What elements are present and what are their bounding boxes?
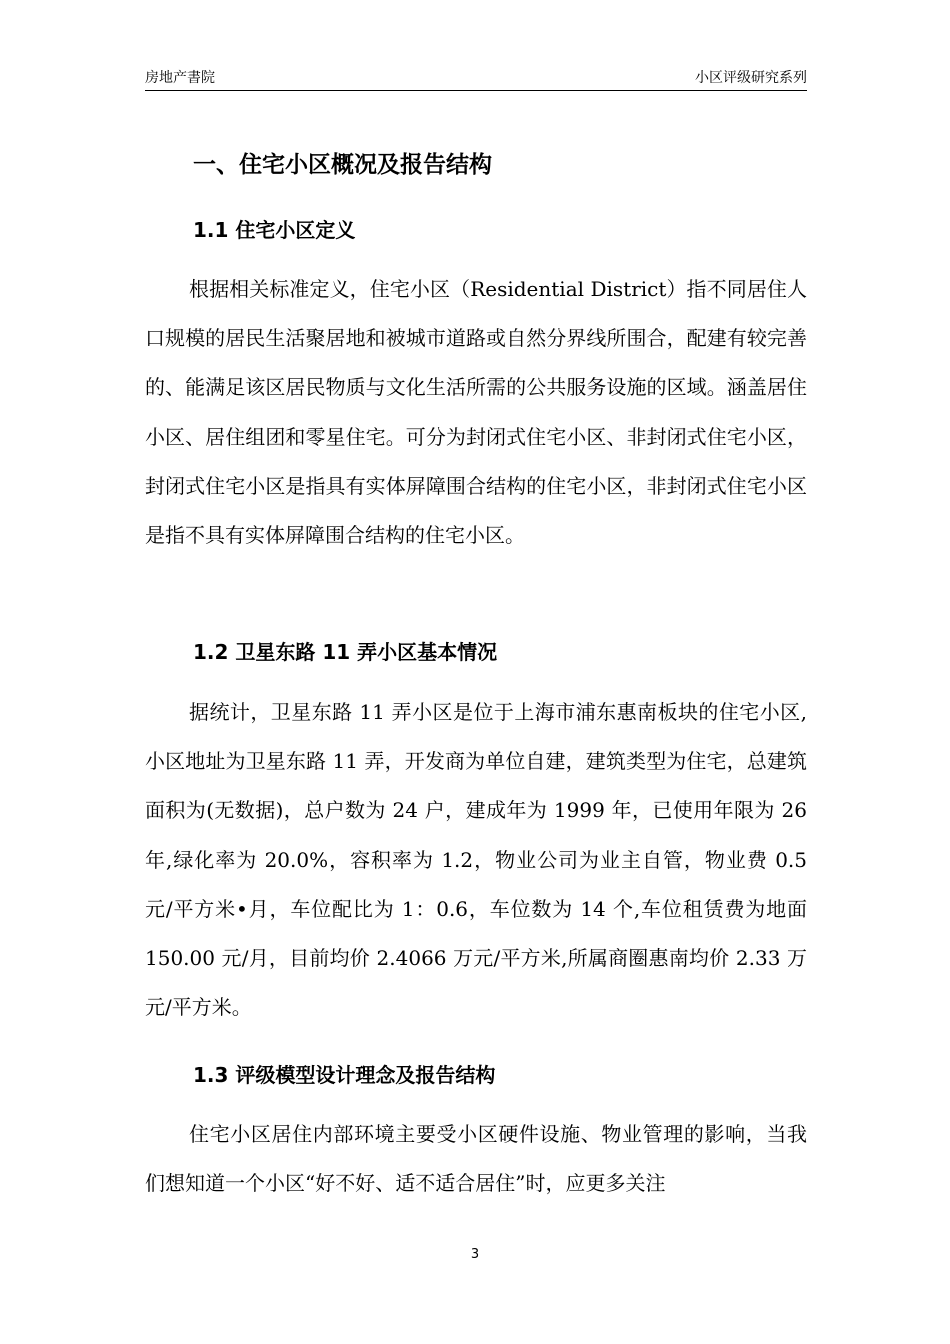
- paragraph-1-2: 据统计，卫星东路 11 弄小区是位于上海市浦东惠南板块的住宅小区,小区地址为卫星东路 11 弄，开发商为单位自建，建筑类型为住宅，总建筑面积为(无数据)，总户数为 24 户，建成年为 1999 年，已使用年限为 26 年,绿化率为 20.0%，容积率为 1.2，物业公司为业主自管，物业费 0.5 元/平方米•月，车位配比为 1：0.6，车位数为 14 个,车位租赁费为地面 150.00 元/月，目前均价 2.4066 万元/平方米,所属商圈惠南均价 2.33 万元/平方米。: [145, 700, 807, 1020]
- page-number: 3: [470, 1247, 480, 1262]
- subsection-heading-1-1: 1.1 住宅小区定义: [193, 218, 356, 242]
- page-header: [145, 66, 807, 91]
- header-series-title: 小区评级研究系列: [695, 70, 807, 86]
- subsection-heading-1-3: 1.3 评级模型设计理念及报告结构: [193, 1063, 496, 1087]
- paragraph-1-3: 住宅小区居住内部环境主要受小区硬件设施、物业管理的影响，当我们想知道一个小区“好不好、适不适合居住”时，应更多关注: [145, 1122, 807, 1196]
- header-publisher: 房地产書院: [145, 70, 215, 86]
- subsection-heading-1-2: 1.2 卫星东路 11 弄小区基本情况: [193, 640, 498, 664]
- section-title: 一、住宅小区概况及报告结构: [193, 152, 492, 178]
- paragraph-1-1: 根据相关标准定义，住宅小区（Residential District）指不同居住人口规模的居民生活聚居地和被城市道路或自然分界线所围合，配建有较完善的、能满足该区居民物质与文化生活所需的公共服务设施的区域。涵盖居住小区、居住组团和零星住宅。可分为封闭式住宅小区、非封闭式住宅小区，封闭式住宅小区是指具有实体屏障围合结构的住宅小区，非封闭式住宅小区是指不具有实体屏障围合结构的住宅小区。: [145, 277, 807, 548]
